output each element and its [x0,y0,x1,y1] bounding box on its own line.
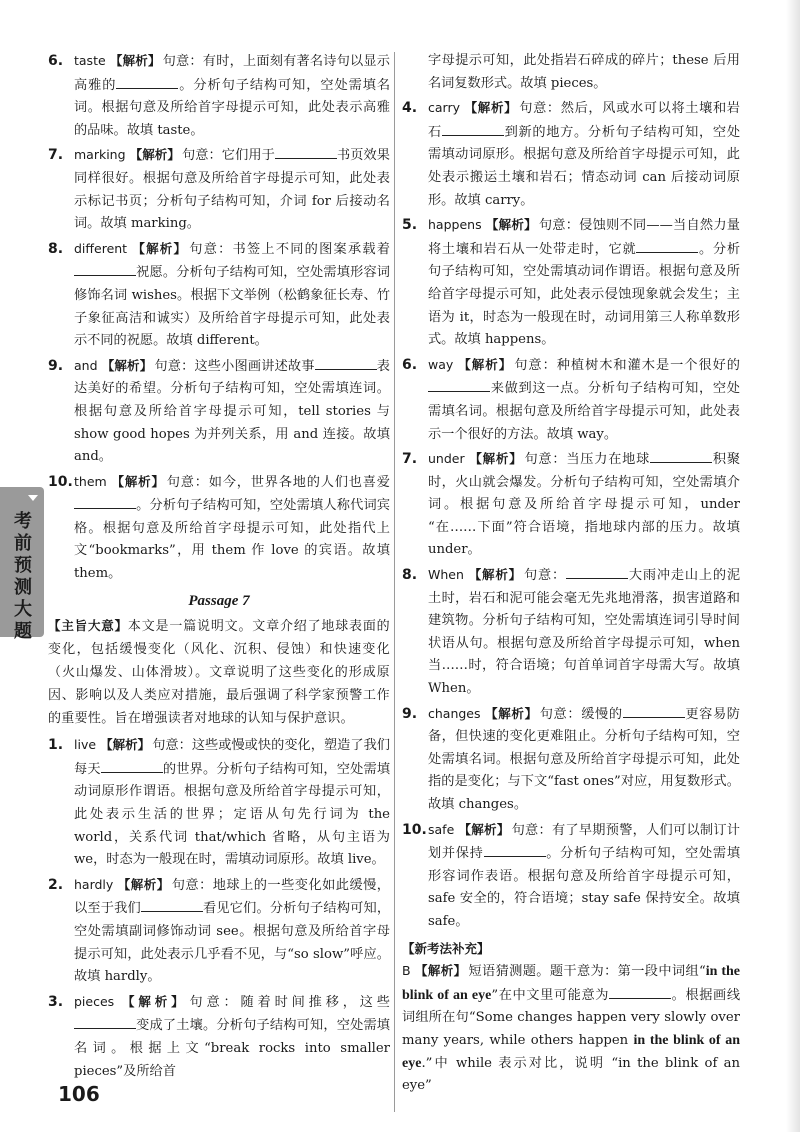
analysis-tag: 【解析】 [110,473,165,489]
analysis-tag: 【解析】 [118,993,188,1009]
left-column [48,50,390,1085]
new-section-body: B 【解析】 短语猜测题。题干意为：第一段中词组“in the blink of an eye”在中文里可能意为 。根据画线词组所在句“Some changes happen very slowly over many years, while others happen in the blink of an eye.”中 while 表示对比，说明 “in the blink of an eye” [402,963,741,1094]
explanation-post: 。分析句子结构可知，空处需填名词。根据句意及所给首字母提示可知，此处表示高雅的品味。故填 taste。 [74,77,391,138]
analysis-tag: 【解析】 [101,357,153,373]
analysis-tag: 【解析】 [457,356,513,372]
answer-item [48,471,390,586]
answer-item [48,991,390,1083]
answer-item [402,97,740,212]
explanation-pre: 句意：有时，上面刻有著名诗句以显示高雅的 [74,54,390,93]
explanation-post: 变成了土壤。分析句子结构可知，空处需填名词。根据上文“break rocks into smaller pieces”及所给首 [74,1018,390,1079]
answer-item [402,214,740,352]
explanation-post: 的世界。分析句子结构可知，空处需填动词原形作谓语。根据句意及所给首字母提示可知，此处表示生活的世界；定语从句先行词为 the world，关系代词 that/which 省略，从句主语为 we，时态为一般现在时，需填动词原形。故填 live。 [74,761,391,868]
analysis-tag: 【解析】 [484,705,538,721]
side-tab [0,487,44,642]
item-number: 7. [402,451,418,468]
answer-word: When [428,567,464,583]
page-number: 106 [58,1082,100,1106]
explanation-post: 。分析句子结构可知，空处需填动词作谓语。根据句意及所给首字母提示可知，此处表示侵蚀现象就会发生；主语为 it，时态为一般现在时，动词用第三人称单数形式。故填 happens。 [428,241,741,348]
analysis-tag: 【解析】 [467,567,522,583]
answer-blank [623,703,685,718]
answer-item [48,144,390,235]
explanation-pre: 句意： [523,568,566,584]
answer-word: live [74,737,97,753]
answer-blank [116,74,178,89]
item-number: 10. [402,821,427,838]
new-tag: 【解析】 [414,963,467,979]
answer-blank [74,494,136,509]
item-number: 8. [402,567,418,584]
explanation-pre: 句意：它们用于 [181,148,275,164]
answer-item [402,448,740,562]
answer-item [402,354,740,446]
answer-item [402,564,740,701]
analysis-tag: 【解析】 [468,451,523,467]
answer-blank [566,564,628,579]
answer-word: carry [428,100,460,116]
explanation-pre: 句意：地球上的一些变化如此缓慢，以至于我们 [74,877,390,917]
answer-blank [650,448,712,463]
answer-blank [442,121,504,136]
analysis-tag: 【解析】 [109,53,161,68]
answer-word: and [74,357,98,373]
analysis-tag: 【解析】 [485,217,537,233]
item-number: 7. [48,147,64,164]
answer-blank [428,377,490,392]
answer-word: taste [74,53,106,68]
analysis-tag: 【解析】 [131,240,188,256]
explanation-post: 大雨冲走山上的泥土时，岩石和泥可能会毫无先兆地滑落，损害道路和建筑物。分析句子结构可知，空处需填连词引导时间状语从句。根据句意及所给首字母提示可知，when 当……时，符合语境；句首单词首字母需大写。故填 When。 [428,568,741,697]
explanation-post: 表达美好的希望。分析句子结构可知，空处需填连词。根据句意及所给首字母提示可知，tell stories 与 show good hopes 为并列关系，用 and 连接。故填 and。 [74,358,390,465]
page-edge [786,0,800,1132]
side-tab-label: 考前预测大题 [14,511,32,642]
item-number: 2. [48,876,64,893]
item-number: 10. [48,473,73,490]
answer-word: hardly [74,876,114,892]
explanation-post: 更容易防备，但快速的变化更难阻止。分析句子结构可知，空处需填名词。根据句意及所给首字母提示可知，此处指的是变化；与下文“fast ones”对应，用复数形式。故填 changes。 [428,706,740,812]
item-number: 9. [402,705,418,722]
item-number: 6. [48,53,64,69]
explanation-post: 到新的地方。分析句子结构可知，空处需填动词原形。根据句意及所给首字母提示可知，此处表示搬运土壤和岩石；情态动词 can 后接动词原形。故填 carry。 [428,124,741,208]
analysis-tag: 【解析】 [117,876,170,892]
answer-word: way [428,356,454,372]
explanation-post: 书页效果同样很好。根据句意及所给首字母提示可知，此处表示标记书页；分析句子结构可知，介词 for 后接动名词。故填 marking。 [74,148,390,232]
answer-blank [74,261,136,276]
answer-blank [74,1014,136,1029]
explanation-pre: 句意：如今，世界各地的人们也喜爱 [166,474,390,490]
analysis-tag: 【解析】 [100,737,151,753]
answer-word: them [74,473,107,489]
passage-title: Passage 7 [188,592,250,609]
answer-blank [609,984,671,999]
explanation-post: 。分析句子结构可知，空处需填人称代词宾格。根据句意及所给首字母提示可知，此处指代上文“bookmarks”，用 them 作 love 的宾语。故填 them。 [74,498,390,582]
explanation-pre: 句意：然后，风或水可以将土壤和岩石 [428,101,740,140]
answer-word: pieces [74,993,115,1009]
new-answer: B [402,963,411,979]
answer-item [48,874,390,989]
summary-label: 【主旨大意】 [48,618,128,634]
summary-text: 本文是一篇说明文。文章介绍了地球表面的变化，包括缓慢变化（风化、沉积、侵蚀）和快速变化（火山爆发、山体滑坡）。文章说明了这些变化的形成原因、影响以及人类应对措施，最后强调了科学家预警工作的重要性。旨在增强读者对地球的认知与保护意识。 [48,619,390,727]
answer-word: safe [428,821,455,837]
analysis-tag: 【解析】 [129,147,180,163]
explanation-pre: 句意：种植树木和灌木是一个很好的 [514,357,740,373]
analysis-tag: 【解析】 [458,821,510,837]
explanation-post: 积聚时，火山就会爆发。分析句子结构可知，空处需填介词。根据句意及所给首字母提示可知，under “在……下面”符合语境，指地球内部的压力。故填 under。 [428,452,741,558]
answer-blank [141,897,203,912]
item-number: 9. [48,357,64,374]
item-number: 6. [402,356,418,373]
summary [48,614,390,730]
explanation-pre: 句意：侵蚀则不同——当自然力量将土壤和岩石从一处带走时，它就 [428,218,740,257]
answer-item [48,50,390,142]
explanation-pre: 句意：书签上不同的图案承载着 [189,241,390,257]
item-number: 1. [48,737,64,754]
answer-item [48,734,390,872]
right-column [402,50,740,1098]
item-number: 3. [48,993,64,1010]
answer-item [402,703,740,817]
explanation-pre: 句意：这些小图画讲述故事 [154,358,315,374]
answer-word: under [428,451,465,467]
answer-item [48,355,390,469]
explanation-pre: 句意：这些或慢或快的变化，塑造了我们每天 [74,738,390,777]
answer-blank [315,355,377,370]
explanation-post: 祝愿。分析句子结构可知，空处需填形容词修饰名词 wishes。根据下文举例（松鹤象征长寿、竹子象征高洁和诚实）及所给首字母提示可知，此处表示不同的祝愿。故填 different。 [74,265,390,349]
item-number: 8. [48,240,64,257]
answer-blank [101,758,163,773]
answer-word: marking [74,147,126,163]
answer-word: changes [428,705,481,721]
item-number: 4. [402,100,418,117]
explanation-pre: 句意：随着时间推移，这些 [189,994,390,1010]
answer-blank [636,238,698,253]
answer-item [402,819,740,934]
triangle-icon [28,495,38,501]
continuation-text: 字母提示可知，此处指岩石碎成的碎片；these 后用名词复数形式。故填 pieces。 [428,53,740,91]
explanation-post: 来做到这一点。分析句子结构可知，空处需填名词。根据句意及所给首字母提示可知，此处表示一个很好的方法。故填 way。 [428,381,740,442]
answer-blank [275,144,337,159]
answer-blank [484,842,546,857]
explanation-post: 看见它们。分析句子结构可知，空处需填副词修饰动词 see。根据句意及所给首字母提示可知，此处表示几乎看不见，与“so slow”呼应。故填 hardly。 [74,901,391,985]
item-number: 5. [402,217,418,234]
column-divider [394,52,395,1112]
new-section-label: 【新考法补充】 [402,940,490,956]
answer-word: different [74,240,128,256]
explanation-pre: 句意：缓慢的 [539,706,623,722]
explanation-pre: 句意：当压力在地球 [524,452,651,468]
analysis-tag: 【解析】 [464,100,518,116]
explanation-post: 。分析句子结构可知，空处需填形容词作表语。根据句意及所给首字母提示可知，safe 安全的，符合语境；stay safe 保持安全。故填 safe。 [428,846,741,929]
answer-item [48,238,390,353]
explanation-pre: 句意：有了早期预警，人们可以制订计划并保持 [428,822,740,862]
answer-word: happens [428,217,482,233]
